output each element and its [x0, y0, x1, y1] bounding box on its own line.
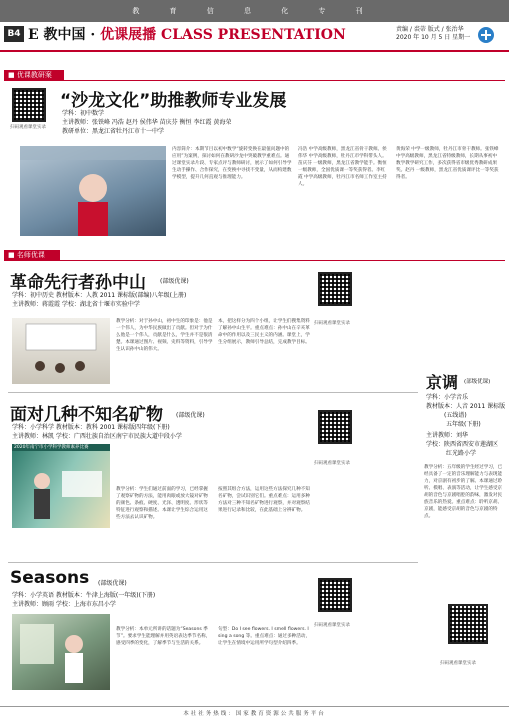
lesson2-text-col2: 按照其组合方法，运用这些方法探究几种不知名矿物，尝试识别它们。重点难点：运用多种方法对三种不知名矿物进行观察，并对观察结果进行记录和比较，在此基础上分辨矿物。	[218, 487, 310, 513]
lesson3-tag: (部级优课)	[464, 379, 491, 385]
research-subject: 学科：初中数学	[62, 110, 105, 117]
section-rule-2	[4, 260, 505, 261]
lesson4-info1: 学科：小学英语 教材版本：牛津上海版(一年级)(下册)	[12, 592, 156, 599]
qr-caption-lesson3: 扫码观看课堂实录	[440, 661, 476, 666]
research-text-col1: 内容简介：本期节目以初中数学“旋转变换在最值问题中的应用”为案例，探讨如何在教研沙龙中突破教学重难点。通过课堂实录片段、专家点评与教师研讨，展示了如何引导学生动手操作、合作探究，在变换中寻找不变量，从而构建数学模型，提升几何直观与推理能力。	[172, 147, 292, 180]
section-label-lessons: ■ 名师优课	[4, 250, 60, 260]
lesson3-info1: 学科：小学音乐	[426, 394, 469, 401]
lesson4-video-photo[interactable]	[12, 614, 110, 690]
section-rule	[4, 80, 505, 81]
lesson1-title: 革命先行者孙中山	[10, 273, 146, 293]
qr-caption-research: 扫码观看课堂实录	[10, 125, 46, 130]
lesson3-title: 京调	[426, 373, 459, 392]
qr-code-lesson1[interactable]	[318, 272, 352, 306]
research-video-photo[interactable]	[20, 146, 166, 236]
lesson2-text-col1: 教学分析：学生们通过前面的学习，已经掌握了观察矿物的方法，能用肉眼或放大镜对矿物的颜色、条痕、硬度、光泽、透明度、形状等特征进行观察和描述。本课让学生综合运用这些方法去认识矿物。	[116, 487, 208, 520]
qr-code-lesson4[interactable]	[318, 578, 352, 612]
footer-line: 本社社务热线：国家教育资源公共服务平台	[0, 706, 509, 722]
qr-caption-lesson1: 扫码观看课堂实录	[314, 321, 350, 326]
lesson1-text-col2: 本，把这样分为四个小组，让学生们搜集资料了解孙中山生平。重点难点：孙中山在辛亥革命中的作用以及三民主义的内涵。课堂上，学生分组展示，教师引导总结，完成教学目标。	[218, 319, 310, 345]
research-title: “沙龙文化”助推教师专业发展	[60, 91, 287, 111]
research-text-col2: 冯浩 中学高级教师，黑龙江省骨干教师。侯伟华 中学高级教师，牡丹江市学科带头人。苗庆芬 一级教师，黑龙江省教学能手。衡恒 一级教师，全国优质课一等奖获得者。李红霞 中学高级教师，牡丹江市名师工作室主持人。	[298, 147, 387, 187]
masthead-band: 教 育 信 息 化 专 刊	[0, 0, 509, 22]
lesson1-text-col1: 教学分析：对于孙中山，初中生的印象是：他是一个伟人，为中华民族做出了贡献。但对于为什么他是一个伟人，贡献是什么，学生并不是很清楚。本课通过图片、视频、史料等资料，引导学生认识孙中山的伟大。	[116, 319, 213, 352]
qr-caption-lesson2: 扫码观看课堂实录	[314, 461, 350, 466]
research-unit: 教研单位：黑龙江省牡丹江市十一中学	[62, 128, 165, 135]
section-label-research: ■ 优课教研案	[4, 70, 64, 80]
lesson4-text-col2: 句型：Do I see flowers. I smell flowers. I sing a song 等。重点难点：通过多种活动，让学生在情境中运用所学句型介绍四季。	[218, 627, 311, 646]
lesson3-info3: (五线谱)	[444, 412, 467, 419]
page-number: B4	[4, 26, 24, 42]
lesson3-info6: 学校：陕西省西安市莲湖区	[426, 441, 499, 448]
research-lecturers: 主讲教师：张铁峰 冯浩 赵丹 侯伟华 苗庆芬 衡恒 李红霞 黄海荣	[62, 119, 232, 126]
lesson2-title: 面对几种不知名矿物	[10, 405, 163, 425]
lesson3-info5: 主讲教师：刘华	[426, 432, 469, 439]
lesson2-video-photo[interactable]	[12, 444, 110, 528]
lesson1-video-photo[interactable]	[12, 318, 110, 384]
lesson3-info2: 教材版本：人音 2011 课标版	[426, 403, 506, 410]
lesson4-text-col1: 教学分析：本单元所讲的话题为“Seasons 季节”。要求学生能理解并用英语表达季节名称，感受四季的变化，了解季节与生活的关系。	[116, 627, 211, 646]
lesson4-tag: (部级优课)	[98, 580, 127, 587]
qr-caption-lesson4: 扫码观看课堂实录	[314, 623, 350, 628]
lesson3-info4: 五年级(下册)	[446, 421, 481, 428]
lesson2-info1: 学科：小学科学 教材版本：教科 2001 课标版四年级(下册)	[12, 424, 170, 431]
header-info: 责编 / 裘蒂 版式 / 张治华 2020 年 10 月 5 日 星期一	[396, 26, 471, 41]
qr-code-research[interactable]	[12, 88, 46, 122]
lesson4-info2: 主讲教师：顾雨 学校：上海市东昌小学	[12, 601, 116, 608]
lesson1-tag: (部级优课)	[160, 278, 189, 285]
lesson4-title: Seasons	[10, 568, 90, 588]
lesson2-tag: (部级优课)	[176, 412, 205, 419]
lesson1-info1: 学科：初中历史 教材版本：人教 2011 课标版(部编)八年级(上册)	[12, 292, 187, 299]
lesson1-info2: 主讲教师：蒋霞霞 学校：湖北省十堰市实验中学	[12, 301, 140, 308]
research-text-col3: 黄海荣 中学一级教师，牡丹江市骨干教师。张铁峰 中学高级教师，黑龙江省特级教师，长期从事初中数学教学研究工作，多次获得省市级优秀教研成果奖。赵丹 一级教师，黑龙江省优质课评比一等奖获得者。	[396, 147, 499, 180]
qr-code-lesson3[interactable]	[448, 604, 488, 644]
lesson2-banner: 2020年南宁市小学科学教师素养比赛	[12, 444, 110, 451]
lesson-divider-2	[8, 562, 418, 563]
plus-logo-icon	[478, 27, 494, 43]
lesson2-info2: 主讲教师：林凯 学校：广西壮族自治区南宁市民族大道中段小学	[12, 433, 182, 440]
lesson3-info7: 红光路小学	[446, 450, 477, 457]
qr-code-lesson2[interactable]	[318, 410, 352, 444]
lesson-divider-1	[8, 392, 418, 393]
lesson3-text-col1: 教学分析：五年级的学生经过学习，已经具备了一定的音乐理解能力与表现能力，对京剧有初步的了解。本课通过聆听、模唱、表演等活动，让学生感受京胡的音色与京剧唱腔的韵味，激发对民族音乐的热爱。重点难点：聆听京胡、京剧，能感受京胡的音色与京剧的特点。	[424, 465, 503, 519]
brand-title: E 教中国 · 优课展播 CLASS PRESENTATION	[28, 27, 346, 43]
